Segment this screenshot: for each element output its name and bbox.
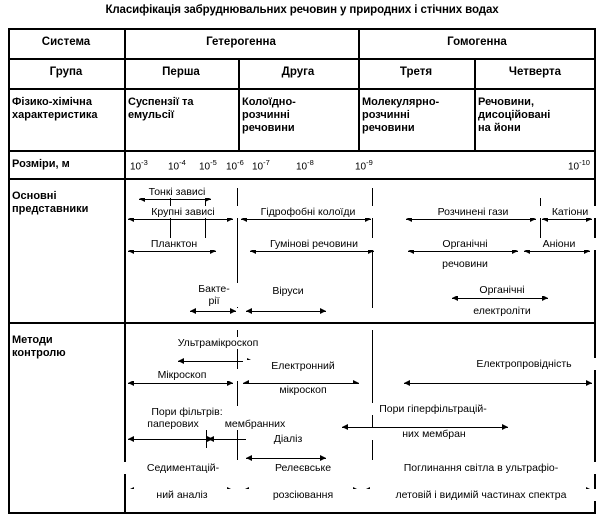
rule-under-system bbox=[8, 58, 596, 60]
label-cations: Катіони bbox=[540, 206, 600, 218]
characteristic-second: Колоїдно- розчинні речовини bbox=[242, 96, 296, 134]
arrow-organic-electrolytes bbox=[452, 295, 548, 302]
label-microscope: Мікроскоп bbox=[126, 369, 238, 381]
label-bacteria: Бакте- bbox=[186, 283, 242, 295]
row-header-methods: Методи контролю bbox=[12, 334, 66, 359]
label-conductivity: Електропровідність bbox=[450, 358, 598, 370]
rule-under-characteristics bbox=[8, 150, 596, 152]
size-tick-2: $10^{-4}$ bbox=[168, 158, 186, 173]
system-heterogeneous: Гетерогенна bbox=[206, 36, 276, 48]
arrow-dialysis bbox=[246, 455, 326, 462]
label-rayleigh-scattering-2: розсіювання bbox=[241, 489, 365, 501]
page-title: Класифікація забруднювальних речовин у природних і стічних водах bbox=[105, 4, 499, 16]
group-first: Перша bbox=[162, 66, 200, 78]
label-fine-suspensions: Тонкі зависі bbox=[139, 186, 215, 198]
label-sedimentation-analysis: Седиментацій- bbox=[120, 462, 246, 474]
label-rayleigh-scattering: Релеєвське bbox=[243, 462, 363, 474]
label-hyperfiltration-pores-2: них мембран bbox=[372, 428, 496, 440]
label-organic-electrolytes: Органічні bbox=[448, 284, 556, 296]
label-sedimentation-analysis-2: ний аналіз bbox=[126, 489, 238, 501]
size-tick-1: $10^{-3}$ bbox=[130, 158, 148, 173]
row-header-representatives: Основні представники bbox=[12, 190, 89, 215]
label-electron-microscope: Електронний bbox=[243, 360, 363, 372]
arrow-viruses bbox=[246, 308, 326, 315]
label-membrane-pores: мембранних bbox=[211, 418, 299, 430]
arrow-paper-filter-pores bbox=[128, 436, 213, 443]
label-paper-pores: паперових bbox=[126, 418, 220, 430]
label-light-absorption-2: летовій і видимій частинах спектра bbox=[362, 489, 600, 501]
label-organic-substances: Органічні bbox=[406, 238, 524, 250]
label-anions: Аніони bbox=[522, 238, 596, 250]
label-dialysis: Діаліз bbox=[246, 433, 330, 445]
label-hydrophobic-colloids: Гідрофобні колоїди bbox=[241, 206, 375, 218]
label-hyperfiltration-pores: Пори гіперфільтрацій- bbox=[350, 403, 516, 415]
characteristic-fourth: Речовини, дисоційовані на йони bbox=[478, 96, 551, 134]
size-tick-5: $10^{-7}$ bbox=[252, 158, 270, 173]
label-organic-electrolytes-2: електроліти bbox=[440, 305, 564, 317]
arrow-conductivity bbox=[404, 380, 592, 387]
size-tick-7: $10^{-9}$ bbox=[355, 158, 373, 173]
label-light-absorption: Поглинання світла в ультрафіо- bbox=[364, 462, 598, 474]
label-viruses: Віруси bbox=[246, 285, 330, 297]
label-filter-pores: Пори фільтрів: bbox=[128, 406, 246, 418]
characteristic-first: Суспензії та емульсії bbox=[128, 96, 194, 121]
size-tick-3: $10^{-5}$ bbox=[199, 158, 217, 173]
label-humic-substances: Гумінові речовини bbox=[248, 238, 380, 250]
size-tick-8: $10^{-10}$ bbox=[568, 158, 590, 173]
label-coarse-suspensions: Крупні зависі bbox=[126, 206, 240, 218]
label-ultramicroscope: Ультрамікроскоп bbox=[170, 337, 266, 349]
group-third: Третя bbox=[399, 66, 433, 78]
row-header-system: Система bbox=[41, 36, 91, 48]
group-fourth: Четверта bbox=[508, 66, 562, 78]
size-tick-6: $10^{-8}$ bbox=[296, 158, 314, 173]
arrow-ultramicroscope bbox=[178, 358, 253, 365]
row-header-group: Група bbox=[49, 66, 83, 78]
rule-under-representatives bbox=[8, 322, 596, 324]
group-second: Друга bbox=[281, 66, 315, 78]
label-organic-substances-2: речовини bbox=[406, 258, 524, 270]
row-header-characteristic: Фізико-хімічна характеристика bbox=[12, 96, 98, 121]
characteristic-third: Молекулярно- розчинні речовини bbox=[362, 96, 440, 134]
arrow-bacteria bbox=[190, 308, 236, 315]
label-bacteria-2: рії bbox=[186, 295, 242, 307]
rule-under-sizes bbox=[8, 178, 596, 180]
label-electron-microscope-2: мікроскоп bbox=[243, 384, 363, 396]
guide-tick-g bbox=[372, 330, 373, 460]
rule-under-group bbox=[8, 88, 596, 90]
label-dissolved-gases: Розчинені гази bbox=[406, 206, 540, 218]
row-header-sizes: Розміри, м bbox=[12, 158, 70, 170]
system-homogeneous: Гомогенна bbox=[447, 36, 507, 48]
arrow-microscope bbox=[128, 380, 233, 387]
size-tick-4: $10^{-6}$ bbox=[226, 158, 244, 173]
label-plankton: Планктон bbox=[126, 238, 222, 250]
